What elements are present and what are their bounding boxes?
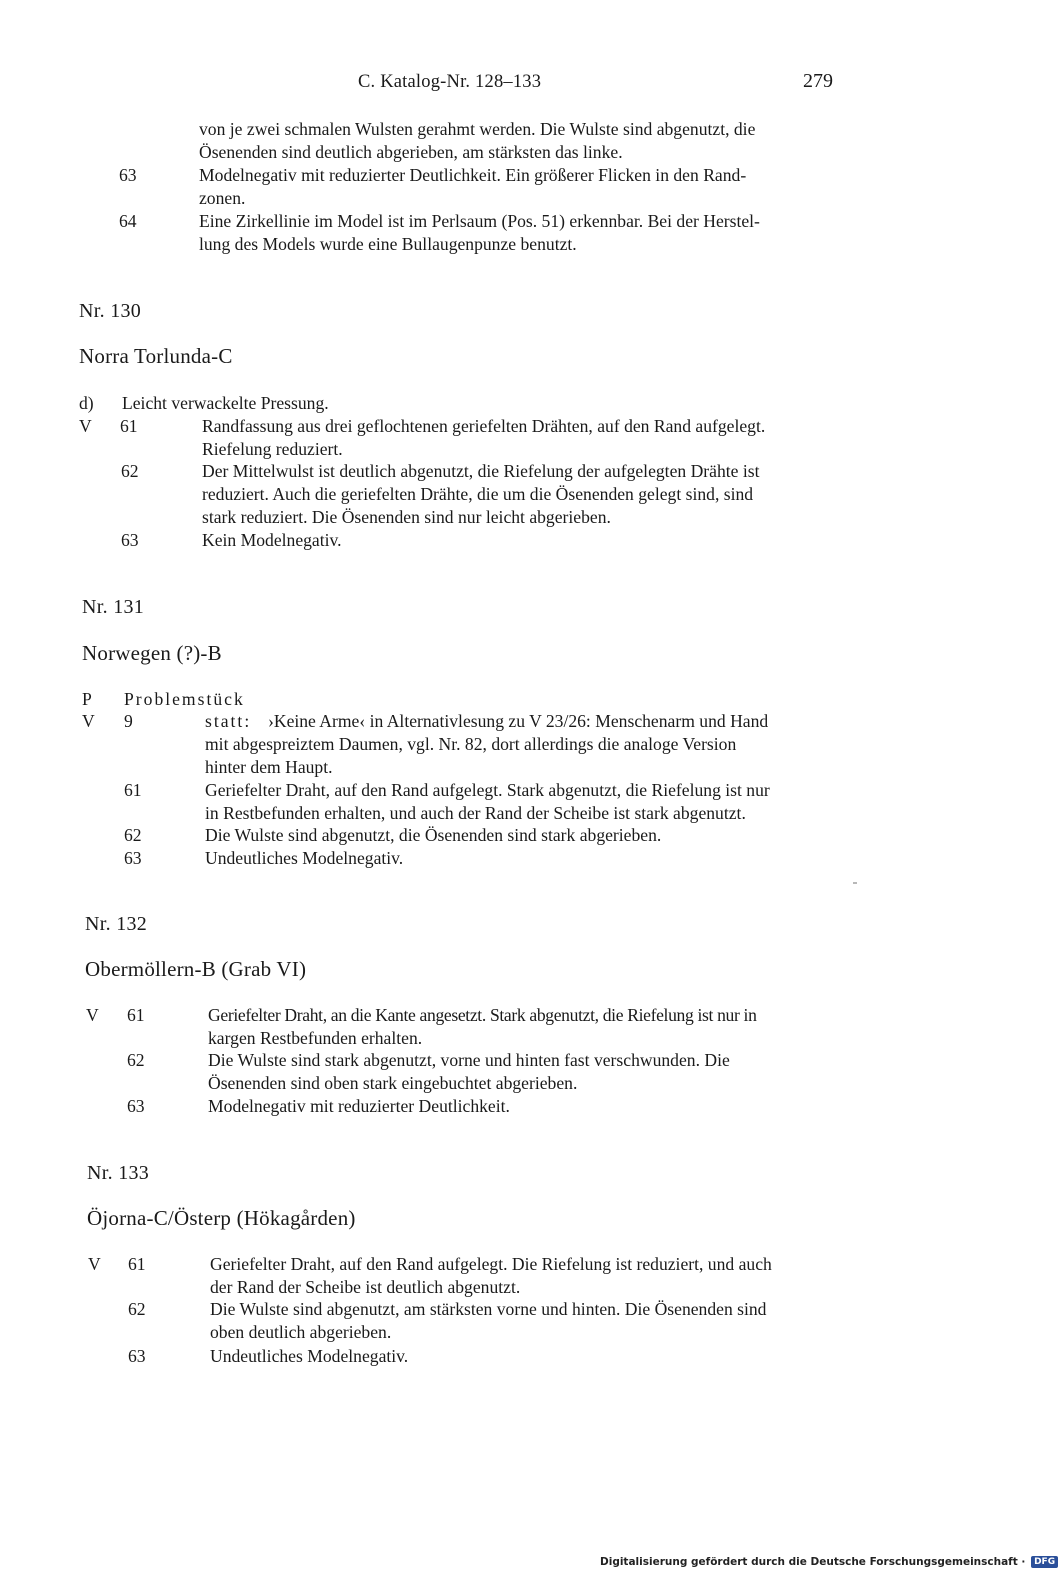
page-number: 279 bbox=[803, 70, 833, 92]
entry-number: 64 bbox=[119, 211, 137, 231]
text-line: Die Wulste sind stark abgenutzt, vorne und hinten fast verschwunden. Die bbox=[208, 1050, 730, 1070]
dfg-logo-icon: DFG bbox=[1031, 1556, 1058, 1568]
text-line: hinter dem Haupt. bbox=[205, 757, 333, 777]
row-label: P bbox=[82, 689, 92, 709]
text-line: der Rand der Scheibe ist deutlich abgenutzt. bbox=[210, 1277, 521, 1297]
text-line: von je zwei schmalen Wulsten gerahmt werden. Die Wulste sind abgenutzt, die bbox=[199, 119, 756, 139]
text-line: Randfassung aus drei geflochtenen geriefelten Drähten, auf den Rand aufgelegt. bbox=[202, 416, 766, 436]
text-line: Kein Modelnegativ. bbox=[202, 530, 342, 550]
section-site: Obermöllern-B (Grab VI) bbox=[85, 957, 307, 981]
text-line: Undeutliches Modelnegativ. bbox=[210, 1346, 409, 1366]
digitization-footer bbox=[600, 1556, 1058, 1568]
footer-text: Digitalisierung gefördert durch die Deutsche Forschungsgemeinschaft · bbox=[600, 1556, 1026, 1568]
text-line: Undeutliches Modelnegativ. bbox=[205, 848, 404, 868]
entry-number: 63 bbox=[119, 165, 137, 185]
text-line: reduziert. Auch die geriefelten Drähte, die um die Ösenenden gelegt sind, sind bbox=[202, 484, 754, 504]
entry-number: 62 bbox=[124, 825, 142, 845]
text-line: stark reduziert. Die Ösenenden sind nur leicht abgerieben. bbox=[202, 507, 611, 527]
section-number: Nr. 133 bbox=[87, 1162, 150, 1184]
scan-speck bbox=[853, 882, 857, 884]
text-line: mit abgespreiztem Daumen, vgl. Nr. 82, dort allerdings die analoge Version bbox=[205, 734, 737, 754]
entry-number: 62 bbox=[128, 1299, 146, 1319]
text-line: Geriefelter Draht, auf den Rand aufgelegt. Die Riefelung ist reduziert, und auch bbox=[210, 1254, 772, 1274]
entry-number: 62 bbox=[121, 461, 139, 481]
entry-number: 9 bbox=[124, 711, 133, 731]
text-line: Die Wulste sind abgenutzt, die Ösenenden sind stark abgerieben. bbox=[205, 825, 662, 845]
text-line: Die Wulste sind abgenutzt, am stärksten vorne und hinten. Die Ösenenden sind bbox=[210, 1299, 767, 1319]
section-number: Nr. 132 bbox=[85, 913, 148, 935]
entry-number: 61 bbox=[120, 416, 138, 436]
section-site: Norwegen (?)-B bbox=[82, 641, 222, 665]
row-label: d) bbox=[79, 393, 94, 413]
text-line: Ösenenden sind oben stark eingebuchtet abgerieben. bbox=[208, 1073, 578, 1093]
row-label: V bbox=[82, 711, 95, 731]
section-number: Nr. 131 bbox=[82, 596, 145, 618]
row-label: V bbox=[88, 1254, 101, 1274]
section-site: Norra Torlunda-C bbox=[79, 344, 233, 368]
row-label: V bbox=[79, 416, 92, 436]
text-line: Ösenenden sind deutlich abgerieben, am stärksten das linke. bbox=[199, 142, 623, 162]
text-line: Problemstück bbox=[124, 689, 245, 709]
text-line: Modelnegativ mit reduzierter Deutlichkeit. Ein größerer Flicken in den Rand- bbox=[199, 165, 747, 185]
entry-number: 63 bbox=[121, 530, 139, 550]
row-label: V bbox=[86, 1005, 99, 1025]
entry-number: 63 bbox=[124, 848, 142, 868]
text-line: zonen. bbox=[199, 188, 246, 208]
entry-lead: statt: bbox=[205, 711, 252, 731]
entry-number: 63 bbox=[128, 1346, 146, 1366]
entry-number: 61 bbox=[127, 1005, 145, 1025]
entry-number: 61 bbox=[128, 1254, 146, 1274]
section-number: Nr. 130 bbox=[79, 300, 142, 322]
text-line: lung des Models wurde eine Bullaugenpunze benutzt. bbox=[199, 234, 577, 254]
text-line: Geriefelter Draht, an die Kante angesetzt. Stark abgenutzt, die Riefelung ist nur in bbox=[208, 1005, 757, 1025]
entry-number: 63 bbox=[127, 1096, 145, 1116]
text-line: Der Mittelwulst ist deutlich abgenutzt, die Riefelung der aufgelegten Drähte ist bbox=[202, 461, 760, 481]
text-line: Riefelung reduziert. bbox=[202, 439, 343, 459]
entry-number: 62 bbox=[127, 1050, 145, 1070]
text-line: oben deutlich abgerieben. bbox=[210, 1322, 392, 1342]
running-header: C. Katalog-Nr. 128–133 bbox=[358, 72, 542, 92]
section-site: Öjorna-C/Österp (Hökagården) bbox=[87, 1206, 356, 1230]
text-line: Eine Zirkellinie im Model ist im Perlsaum (Pos. 51) erkennbar. Bei der Herstel- bbox=[199, 211, 760, 231]
entry-number: 61 bbox=[124, 780, 142, 800]
text-line: kargen Restbefunden erhalten. bbox=[208, 1028, 423, 1048]
text-line: ›Keine Arme‹ in Alternativlesung zu V 23/26: Menschenarm und Hand bbox=[268, 711, 769, 731]
text-line: Geriefelter Draht, auf den Rand aufgelegt. Stark abgenutzt, die Riefelung ist nur bbox=[205, 780, 770, 800]
text-line: Modelnegativ mit reduzierter Deutlichkeit. bbox=[208, 1096, 510, 1116]
text-line: Leicht verwackelte Pressung. bbox=[122, 393, 329, 413]
text-line: in Restbefunden erhalten, und auch der Rand der Scheibe ist stark abgenutzt. bbox=[205, 803, 746, 823]
